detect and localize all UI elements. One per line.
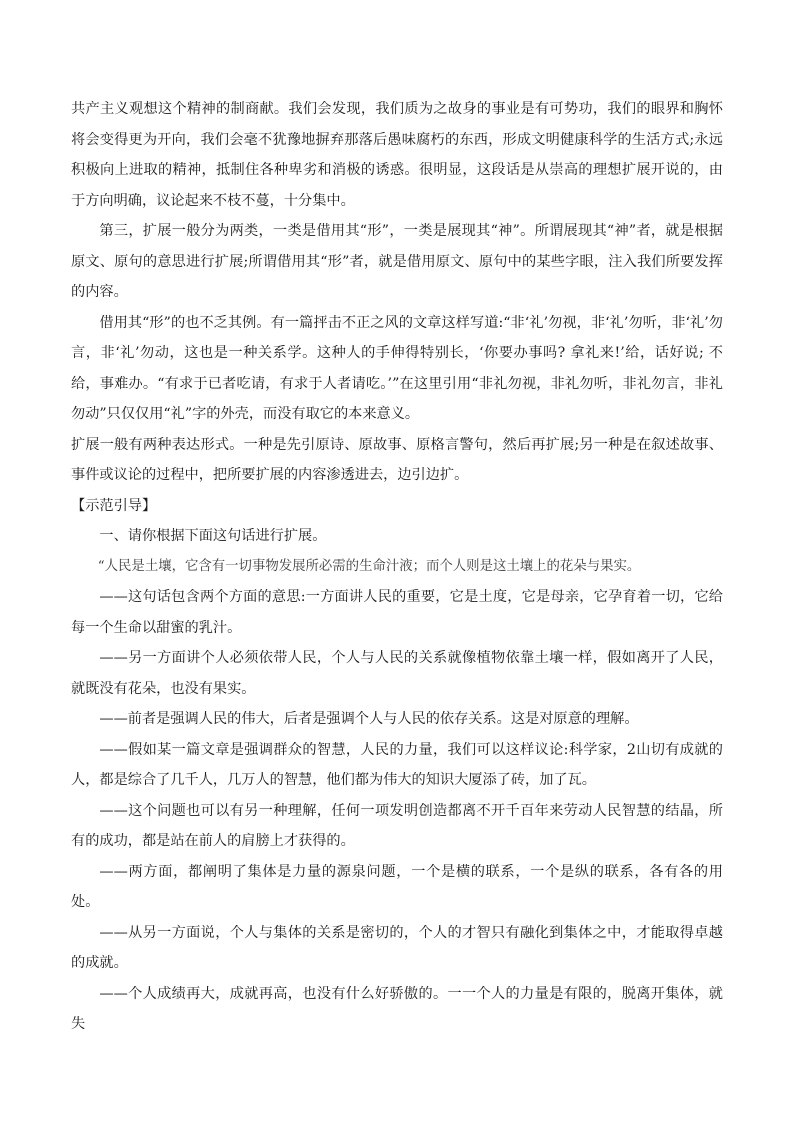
document-body bbox=[71, 94, 723, 1040]
expansion-line: ——假如某一篇文章是强调群众的智慧，人民的力量，我们可以这样议论:科学家，2山切有成就的人，都是综合了几千人，几万人的智慧，他们都为伟大的知识大厦添了砖，加了瓦。 bbox=[71, 741, 723, 788]
paragraph-two-forms: 扩展一般有两种表达形式。一种是先引原诗、原故事、原格言警句，然后再扩展;另一种是在叙述故事、事件或议论的过程中，把所要扩展的内容渗透进去，边引边扩。 bbox=[71, 436, 723, 483]
expansion-line: ——个人成绩再大，成就再高，也没有什么好骄傲的。一一个人的力量是有限的，脱离开集体，就失 bbox=[71, 985, 723, 1032]
paragraph-two-types: 第三，扩展一般分为两类，一类是借用其“形”，一类是展现其“神”。所谓展现其“神”者，就是根据原文、原句的意思进行扩展;所谓借用其“形”者，就是借用原文、原句中的某些字眼，注入我们所要发挥的内容。 bbox=[71, 223, 723, 300]
exercise-quote: “人民是土壤，它含有一切事物发展所必需的生命汁液；而个人则是这土壤上的花朵与果实。 bbox=[97, 558, 641, 574]
expansion-line: ——另一方面讲个人必须依带人民，个人与人民的关系就像植物依靠土壤一样，假如离开了人民，就既没有花朵，也没有果实。 bbox=[71, 650, 723, 697]
paragraph-ideal: 共产主义观想这个精神的制商献。我们会发现，我们质为之故身的事业是有可势功，我们的眼界和胸怀将会变得更为开向，我们会毫不犹豫地摒弃那落后愚味腐朽的东西，形成文明健康科学的生活方式;永远积极向上进取的精神，抵制住各种卑劣和消极的诱惑。很明显，这段话是从崇高的理想扩展开说的，由于方向明确，议论起来不枝不蔓，十分集中。 bbox=[71, 101, 723, 209]
expansion-line: ——两方面，都阐明了集体是力量的源泉问题，一个是横的联系，一个是纵的联系，各有各的用处。 bbox=[71, 863, 723, 910]
expansion-line: ——这个问题也可以有另一种理解，任何一项发明创造都离不开千百年来劳动人民智慧的结晶，所有的成功，都是站在前人的肩膀上才获得的。 bbox=[71, 802, 723, 849]
exercise-task: 一、请你根据下面这句话进行扩展。 bbox=[99, 528, 327, 544]
expansion-line: ——从另一方面说，个人与集体的关系是密切的，个人的才智只有融化到集体之中，才能取得卓越的成就。 bbox=[71, 924, 723, 971]
expansion-line: ——前者是强调人民的伟大，后者是强调个人与人民的依存关系。这是对原意的理解。 bbox=[99, 711, 639, 727]
paragraph-borrow-form: 借用其“形”的也不乏其例。有一篇抨击不正之风的文章这样写道:“非‘礼’勿视，非‘礼’勿听，非‘礼’勿言，非‘礼’勿动，这也是一种关系学。这种人的手伸得特别长，‘你要办事吗? 拿礼来!’给，话好说; 不给，事难办。“有求于已者吃请，有求于人者请吃。’”在这里引用“非礼勿视，非礼勿听，非礼勿言，非礼勿动”只仅仅用“礼”字的外壳，而没有取它的本来意义。 bbox=[71, 314, 723, 422]
expansion-line: ——这句话包含两个方面的意思:一方面讲人民的重要，它是土度，它是母亲，它孕育着一切，它给每一个生命以甜蜜的乳汁。 bbox=[71, 589, 723, 636]
section-heading: 【示范引导】 bbox=[71, 497, 157, 514]
